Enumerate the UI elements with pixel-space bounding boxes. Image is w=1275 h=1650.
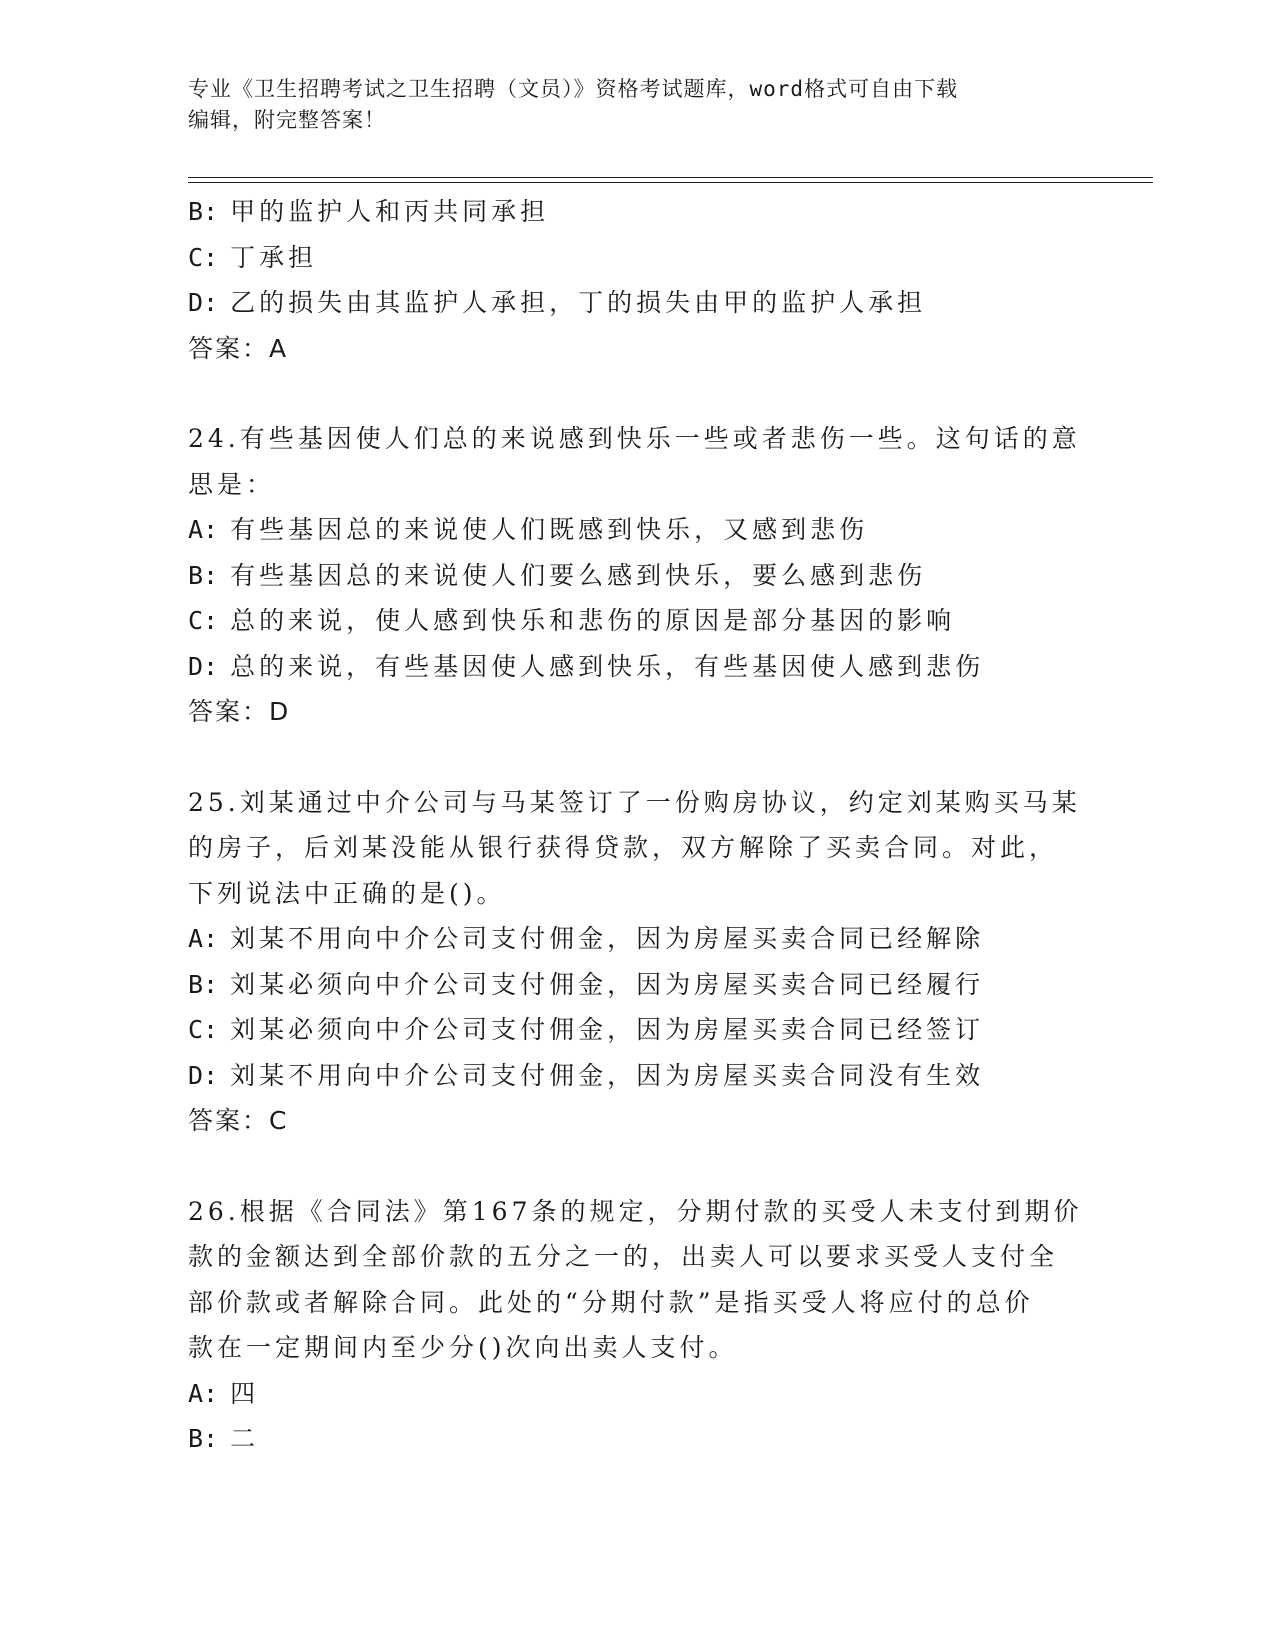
option-d: D: 刘某不用向中介公司支付佣金，因为房屋买卖合同没有生效 [188, 1060, 985, 1090]
option-a: A: 有些基因总的来说使人们既感到快乐，又感到悲伤 [188, 515, 869, 544]
question-text-line: 25.刘某通过中介公司与马某签订了一份购房协议，约定刘某购买马某 [188, 787, 1081, 817]
question-text-line: 26.根据《合同法》第167条的规定，分期付款的买受人未支付到期价 [188, 1196, 1083, 1226]
question-25 [188, 780, 1081, 1144]
question-24 [188, 416, 1081, 735]
option-a: A: 刘某不用向中介公司支付佣金，因为房屋买卖合同已经解除 [188, 924, 985, 953]
option-d: D: 总的来说，有些基因使人感到快乐，有些基因使人感到悲伤 [188, 651, 985, 681]
option-d: D: 乙的损失由其监护人承担，丁的损失由甲的监护人承担 [188, 288, 927, 317]
header-divider-top [188, 177, 1153, 178]
question-23-continued [188, 189, 1068, 371]
option-b: B: 有些基因总的来说使人们要么感到快乐，要么感到悲伤 [188, 560, 927, 590]
option-c: C: 总的来说，使人感到快乐和悲伤的原因是部分基因的影响 [188, 606, 956, 635]
question-text-line: 的房子，后刘某没能从银行获得贷款，双方解除了买卖合同。对此， [188, 833, 1059, 862]
question-text-line: 下列说法中正确的是()。 [188, 878, 506, 908]
question-text-line: 款的金额达到全部价款的五分之一的，出卖人可以要求买受人支付全 [188, 1242, 1059, 1271]
answer-label: 答案：D [188, 697, 291, 726]
option-b: B: 刘某必须向中介公司支付佣金，因为房屋买卖合同已经履行 [188, 969, 985, 999]
answer-label: 答案：A [188, 333, 289, 363]
option-b: B: 甲的监护人和丙共同承担 [188, 197, 550, 226]
question-text-line: 24.有些基因使人们总的来说感到快乐一些或者悲伤一些。这句话的意 [188, 424, 1081, 453]
answer-label: 答案：C [188, 1106, 289, 1135]
header-divider-bottom [188, 182, 1153, 183]
question-text-line: 思是： [188, 469, 276, 499]
document-body [188, 189, 1083, 1462]
question-text-line: 款在一定期间内至少分()次向出卖人支付。 [188, 1333, 738, 1362]
option-a: A: 四 [188, 1378, 260, 1408]
header-line-2: 编辑，附完整答案！ [188, 108, 386, 132]
option-c: C: 刘某必须向中介公司支付佣金，因为房屋买卖合同已经签订 [188, 1015, 985, 1044]
question-text-line: 部价款或者解除合同。此处的“分期付款”是指买受人将应付的总价 [188, 1287, 1034, 1317]
option-b: B: 二 [188, 1424, 260, 1453]
option-c: C: 丁承担 [188, 242, 318, 272]
question-26 [188, 1189, 1083, 1462]
header-line-1: 专业《卫生招聘考试之卫生招聘（文员）》资格考试题库，word格式可自由下载 [188, 77, 959, 101]
document-header [188, 74, 1088, 136]
